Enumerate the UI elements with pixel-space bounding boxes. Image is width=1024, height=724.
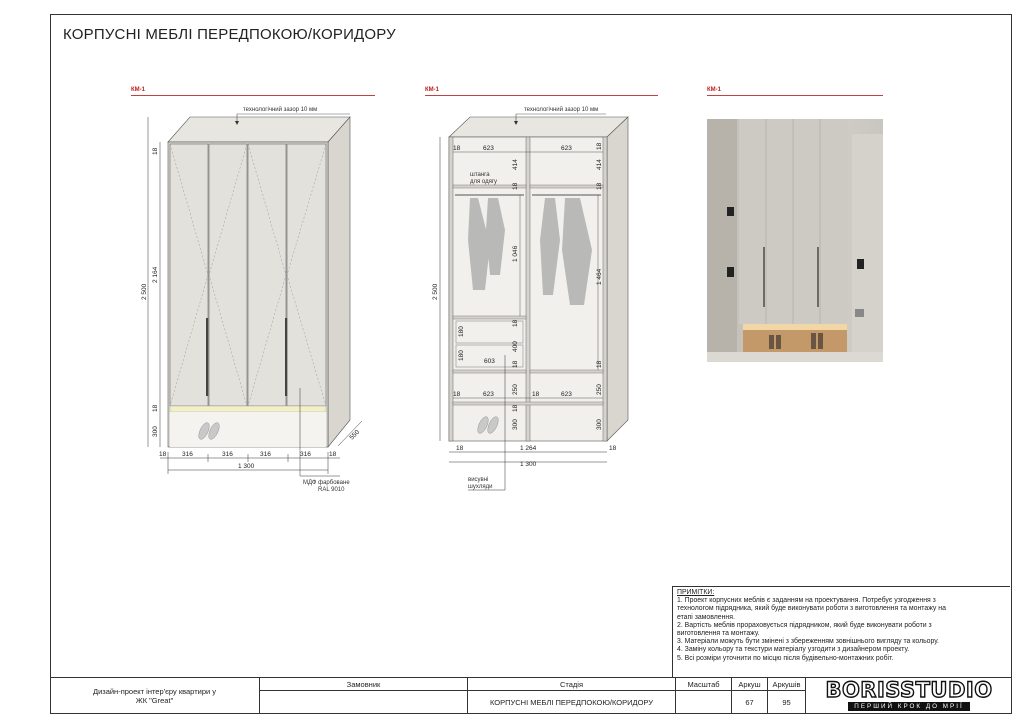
dim-side-right: 18 (329, 451, 337, 458)
dim-lower-divider: 18 (532, 391, 540, 398)
dim-lower-gap: 250 (512, 384, 519, 395)
sheet-title: КОРПУСНІ МЕБЛІ ПЕРЕДПОКОЮ/КОРИДОРУ (468, 690, 676, 714)
view-underline (131, 95, 375, 96)
dim-plinth-top: 18 (152, 404, 159, 412)
dim-height-total: 2 500 (141, 283, 148, 300)
dim-lower-gap-right: 250 (596, 384, 603, 395)
dim-drawer-h-1: 18 (512, 319, 519, 327)
dim-lower-width-left: 623 (483, 391, 494, 398)
dim-depth: 550 (348, 428, 362, 442)
studio-logo (806, 678, 1012, 713)
view-label-photo: КМ-1 (707, 87, 721, 93)
dim-door-2: 316 (222, 451, 233, 458)
dim-lower-width-right: 623 (561, 391, 572, 398)
dim-top-right: 18 (596, 142, 603, 150)
note-line: технологом підрядника, який буде виконувати роботи з виготовлення та монтажу на (677, 605, 946, 613)
notes-title: ПРИМІТКИ: (677, 589, 715, 596)
drawers-note-2: шухляди (468, 484, 493, 490)
dim-drawer-h-3: 18 (512, 360, 519, 368)
scale-label: Масштаб (676, 678, 732, 690)
stage-label: Стадія (468, 678, 676, 690)
note-line: 4. Заміну кольору та текстури матеріалу узгодити з дизайнером проекту. (677, 646, 910, 654)
page-title: КОРПУСНІ МЕБЛІ ПЕРЕДПОКОЮ/КОРИДОРУ (63, 26, 396, 43)
drawers-note: висувні (468, 477, 489, 483)
note-line: 2. Вартість меблів прораховується підрядником, який буде виконувати роботи з (677, 621, 932, 629)
note-line: 1. Проект корпусних меблів є заданням на проектування. Потребує узгодження з (677, 597, 936, 605)
material-color: RAL 9010 (318, 487, 345, 493)
project-line-2: ЖК "Great" (135, 696, 174, 705)
rail-note: штанга (470, 172, 490, 178)
notes-block (672, 586, 1010, 678)
dim-upper-shelf-gap: 414 (512, 159, 519, 170)
logo-tagline: ПЕРШИЙ КРОК ДО МРІЇ (848, 702, 969, 711)
material-note: МДФ фарбоване (303, 480, 350, 486)
dim-left-hang: 1 046 (512, 245, 519, 262)
dim-width-total: 1 300 (520, 461, 537, 468)
dim-width-total: 1 300 (238, 463, 255, 470)
view-label-front: КМ-1 (131, 87, 145, 93)
dim-right-hang: 1 464 (596, 268, 603, 285)
dim-inner-width: 1 264 (520, 445, 537, 452)
note-line: 3. Матеріали можуть бути змінені з збереженням зовнішнього вигляду та кольору. (677, 638, 939, 646)
gap-note: технологічний зазор 10 мм (524, 107, 599, 113)
dim-drawer-2: 180 (458, 350, 465, 361)
gap-note: технологічний зазор 10 мм (243, 107, 318, 113)
dim-height-total: 2 500 (432, 283, 439, 300)
dim-upper-shelf-thk: 18 (512, 182, 519, 190)
dim-plinth-right: 300 (596, 419, 603, 430)
dim-door-1: 316 (182, 451, 193, 458)
dim-side-left: 18 (159, 451, 167, 458)
logo-main: BORISSTUDIO (825, 678, 993, 702)
sheet-value: 67 (732, 690, 768, 714)
dim-door-4: 316 (300, 451, 311, 458)
stamp-divider (260, 690, 806, 691)
scale-value (676, 690, 732, 714)
dim-shelf-width-left: 623 (483, 145, 494, 152)
project-line-1: Дизайн-проект інтер'єру квартири у (92, 687, 217, 696)
dim-bottom-shelf-thk: 18 (512, 404, 519, 412)
dim-plinth: 300 (152, 426, 159, 437)
sheets-value: 95 (768, 690, 806, 714)
dim-door-3: 316 (260, 451, 271, 458)
dim-lower-shelf-thk-right: 18 (596, 360, 603, 368)
view-underline (707, 95, 883, 96)
dim-side-left-bottom: 18 (456, 445, 464, 452)
sheet-label: Аркуш (732, 678, 768, 690)
dim-top: 18 (152, 147, 159, 155)
dim-drawer-1: 180 (458, 326, 465, 337)
dim-shelf-width-right: 623 (561, 145, 572, 152)
dim-lower-side-left: 18 (453, 391, 461, 398)
dim-plinth: 300 (512, 419, 519, 430)
dim-height-doors: 2 164 (152, 266, 159, 283)
sheets-label: Аркушів (768, 678, 806, 690)
dim-side-right-bottom: 18 (609, 445, 617, 452)
view-label-section: КМ-1 (425, 87, 439, 93)
view-underline (425, 95, 658, 96)
section-view-drawing (425, 100, 660, 500)
dim-drawer-h-2: 400 (512, 341, 519, 352)
project-name-cell (50, 678, 260, 714)
customer-label: Замовник (260, 678, 468, 690)
dim-side-left: 18 (453, 145, 461, 152)
dim-drawer-width: 603 (484, 358, 495, 365)
note-line: 5. Всі розміри уточнити по місцю після будівельно-монтажних робіт. (677, 654, 894, 662)
customer-value (260, 690, 468, 714)
dim-upper-shelf-gap-right: 414 (596, 159, 603, 170)
note-line: виготовлення та монтажу. (677, 630, 760, 638)
wardrobe-render-photo (707, 119, 883, 362)
front-view-drawing (130, 100, 380, 500)
note-line: етапі замовлення. (677, 613, 735, 621)
dim-upper-shelf-thk-right: 18 (596, 182, 603, 190)
rail-note-2: для одягу (470, 179, 498, 185)
